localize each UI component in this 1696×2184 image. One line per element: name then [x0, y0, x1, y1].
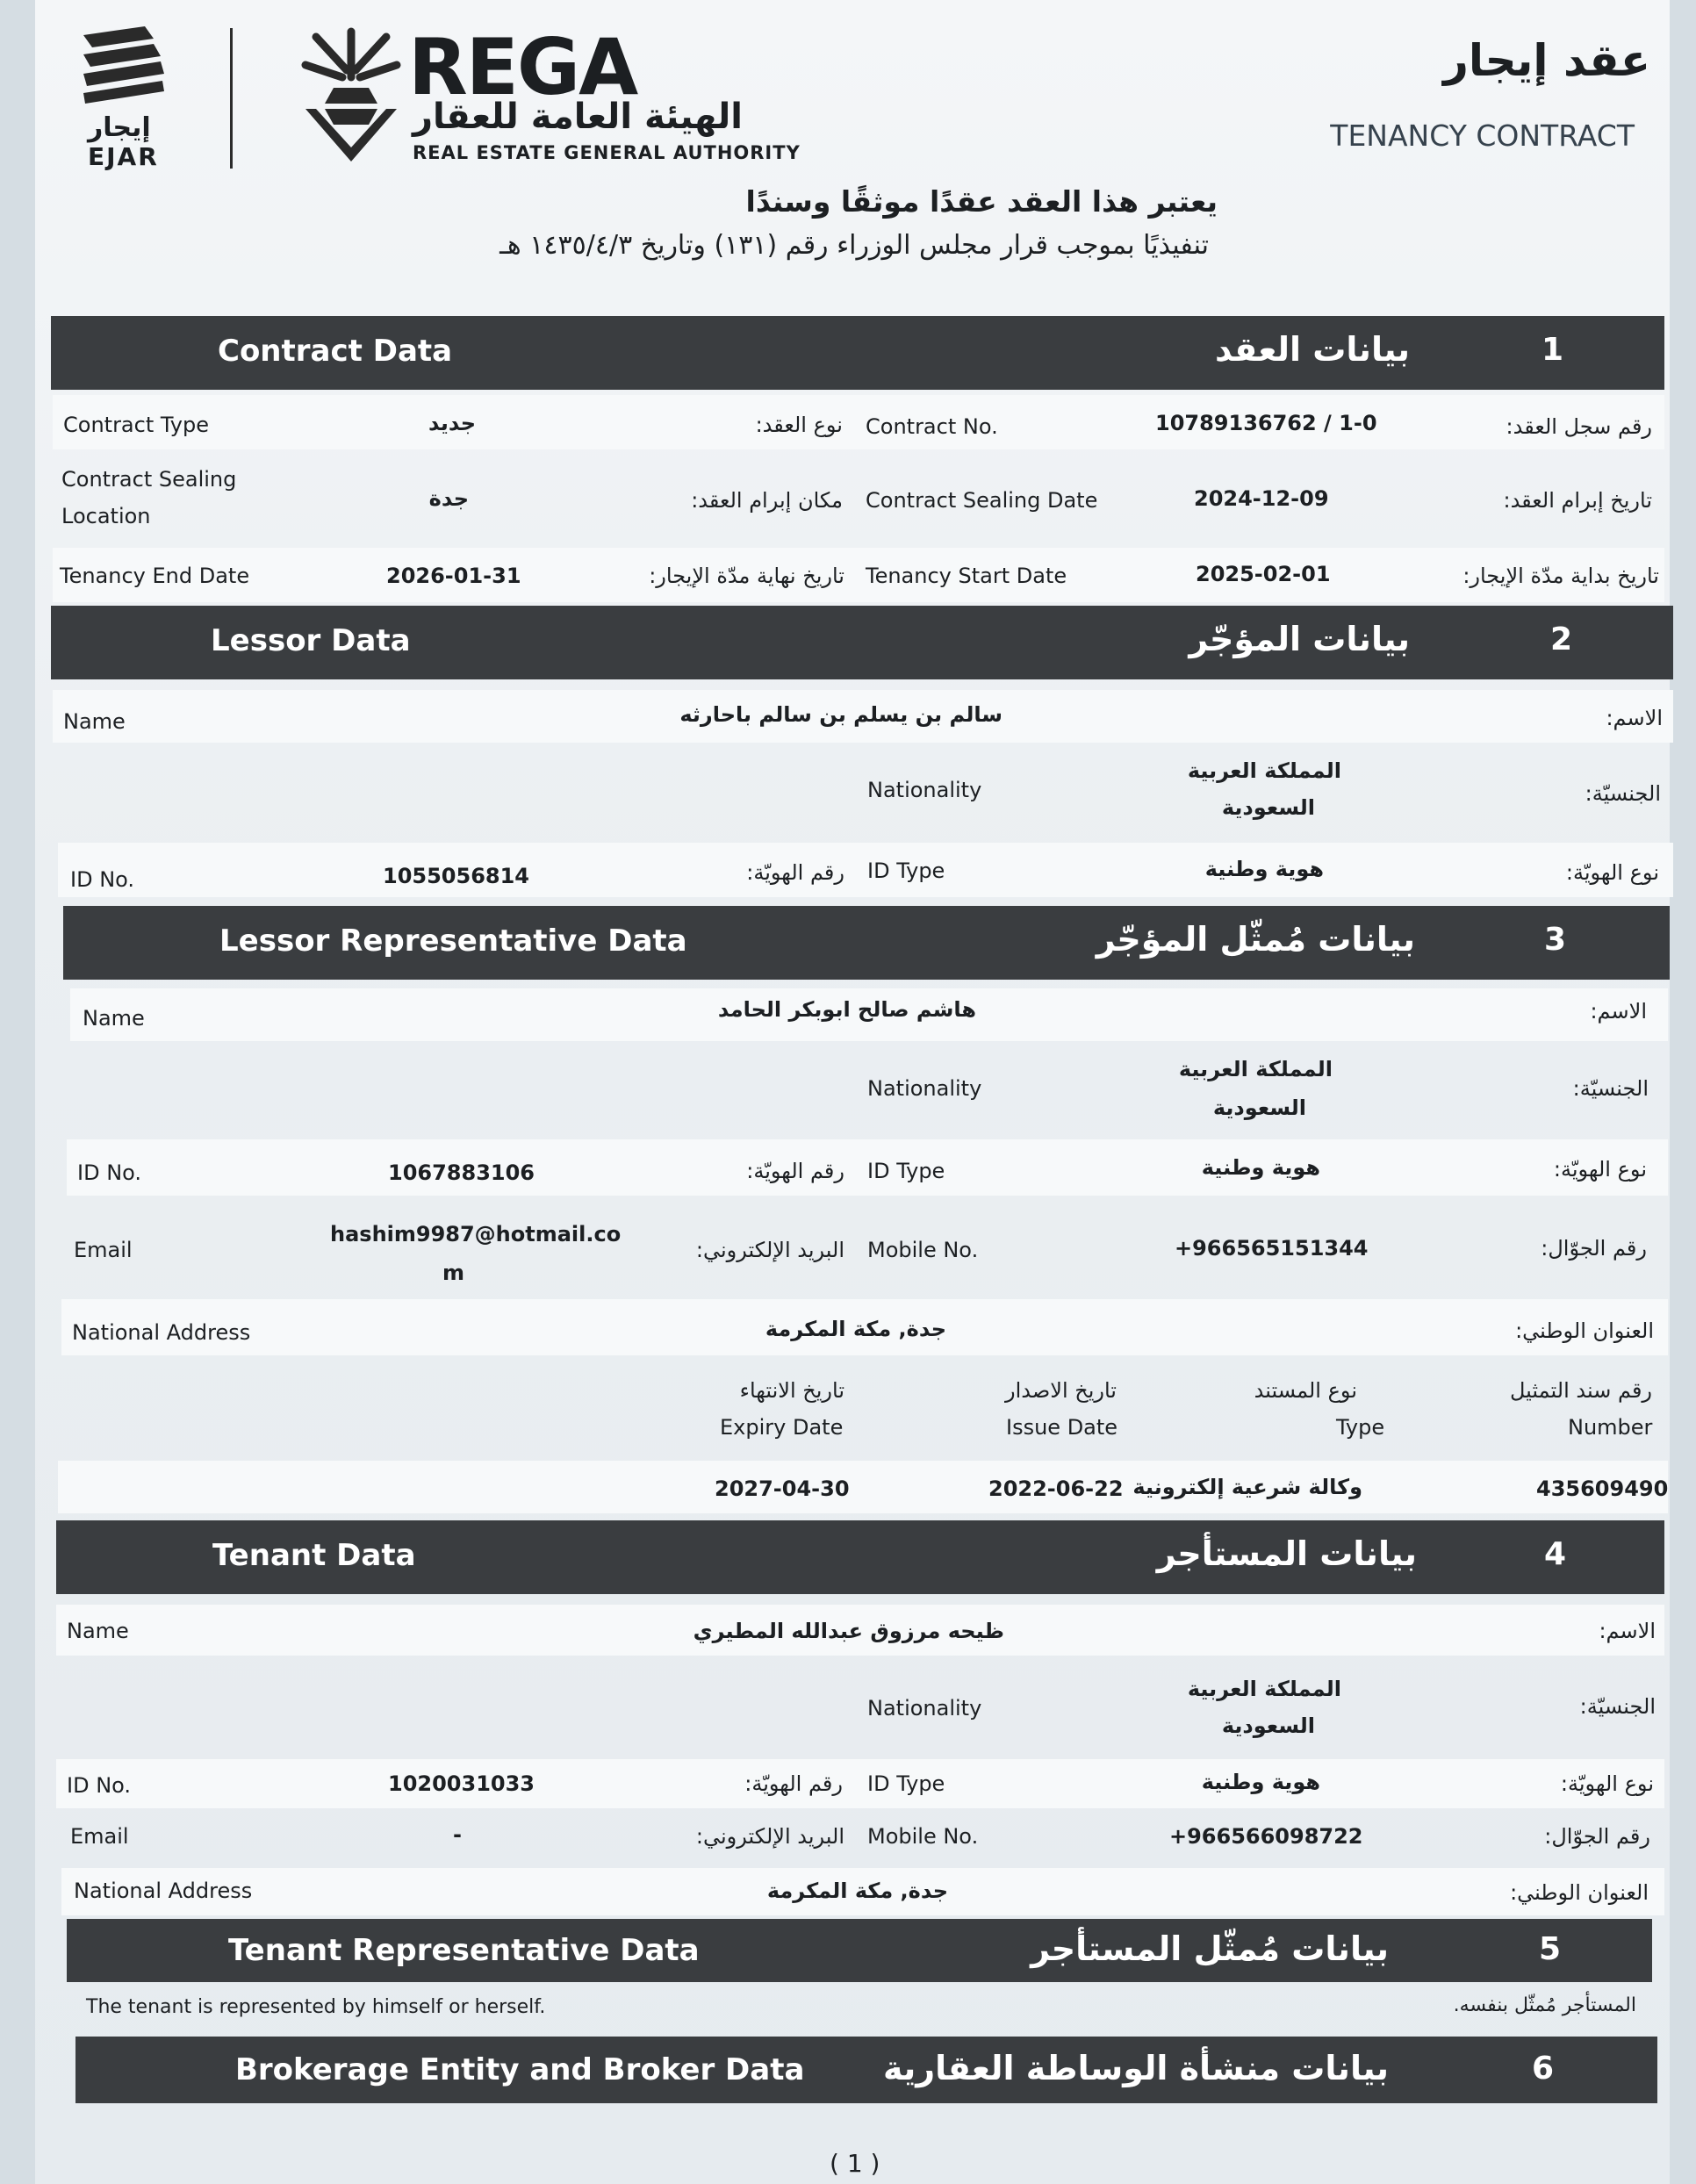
tenancy-end-label-en: Tenancy End Date	[60, 564, 250, 588]
tenant-name-value: ظيحه مرزوق عبدالله المطيري	[693, 1619, 1004, 1643]
doc-type-label-ar: نوع المستند	[1254, 1378, 1357, 1403]
rega-arabic-name: الهيئة العامة للعقار	[413, 97, 744, 137]
ejar-logo-icon	[83, 26, 167, 105]
section-number: 2	[1549, 621, 1572, 657]
lessor-idtype-label-en: ID Type	[867, 859, 945, 883]
section-title-en: Brokerage Entity and Broker Data	[235, 2052, 805, 2087]
tenant-idtype-value: هوية وطنية	[1201, 1770, 1320, 1794]
sealing-date-label-en: Contract Sealing Date	[866, 488, 1098, 513]
doc-type-value: وكالة شرعية إلكترونية	[1132, 1475, 1362, 1499]
tenancy-end-value: 2026-01-31	[386, 564, 521, 588]
section-number: 6	[1531, 2051, 1554, 2087]
tenancy-end-label-ar: تاريخ نهاية مدّة الإيجار:	[649, 564, 844, 588]
tenant-rep-note-ar: المستأجر مُمثّل بنفسه.	[1453, 1994, 1636, 2016]
rega-title: REGA	[408, 22, 637, 112]
sealing-location-value: جدة	[428, 486, 469, 511]
section-title-en: Lessor Representative Data	[219, 923, 687, 959]
tenant-rep-note-en: The tenant is represented by himself or herself.	[86, 1996, 546, 2018]
tenant-idtype-label-ar: نوع الهويّة:	[1560, 1771, 1654, 1796]
lessor-name-label-en: Name	[63, 709, 126, 734]
rep-address-label-en: National Address	[72, 1320, 251, 1345]
rep-name-value: هاشم صالح ابوبكر الحامد	[717, 997, 976, 1022]
tenant-name-label-en: Name	[67, 1619, 129, 1643]
page-number: ( 1 )	[830, 2149, 880, 2178]
section-1-header	[51, 316, 1664, 390]
lessor-nationality-value-1: المملكة العربية	[1187, 758, 1341, 783]
ejar-arabic-name: إيجار	[88, 112, 151, 143]
contract-no-label-ar: رقم سجل العقد:	[1506, 414, 1652, 439]
tenant-address-value: جدة, مكة المكرمة	[766, 1879, 948, 1903]
tenant-nationality-label-ar: الجنسيّة:	[1579, 1694, 1656, 1719]
section-3-header	[63, 906, 1670, 980]
rep-mobile-label-en: Mobile No.	[867, 1238, 979, 1262]
lessor-name-value: سالم بن يسلم بن سالم باحارثه	[679, 702, 1003, 727]
contract-type-value: جديد	[428, 411, 476, 435]
tenant-email-label-en: Email	[70, 1824, 129, 1849]
row-band	[53, 395, 1664, 449]
section-title-en: Tenant Representative Data	[228, 1933, 700, 1968]
tenant-id-value: 1020031033	[388, 1771, 535, 1796]
tenant-nationality-value-2: السعودية	[1221, 1713, 1315, 1738]
lessor-nationality-label-ar: الجنسيّة:	[1585, 781, 1661, 806]
expiry-date-value: 2027-04-30	[715, 1476, 850, 1501]
tenant-email-value: -	[453, 1822, 462, 1847]
rep-email-value-1: hashim9987@hotmail.co	[330, 1222, 622, 1246]
section-title-ar: بيانات العقد	[1214, 330, 1410, 369]
lessor-id-label-en: ID No.	[70, 867, 135, 892]
rega-english-name: REAL ESTATE GENERAL AUTHORITY	[413, 142, 801, 163]
doc-number-label-en: Number	[1568, 1415, 1653, 1440]
row-band	[58, 843, 1673, 897]
rep-id-value: 1067883106	[388, 1160, 535, 1185]
doc-number-value: 435609490	[1536, 1476, 1669, 1501]
tenant-address-label-en: National Address	[74, 1879, 253, 1903]
rep-nationality-value-1: المملكة العربية	[1178, 1057, 1333, 1081]
rep-name-label-ar: الاسم:	[1590, 999, 1647, 1024]
row-band	[58, 1461, 1668, 1513]
rep-idtype-label-ar: نوع الهويّة:	[1553, 1157, 1647, 1182]
rep-mobile-value: +966565151344	[1175, 1236, 1369, 1261]
tenant-email-label-ar: البريد الإلكتروني:	[695, 1824, 844, 1849]
sealing-date-label-ar: تاريخ إبرام العقد:	[1503, 488, 1652, 513]
expiry-date-label-en: Expiry Date	[720, 1415, 844, 1440]
section-6-header	[75, 2037, 1657, 2103]
section-number: 4	[1543, 1536, 1566, 1572]
section-number: 3	[1543, 922, 1566, 958]
issue-date-label-ar: تاريخ الاصدار	[1005, 1378, 1117, 1403]
tenant-id-label-ar: رقم الهويّة:	[744, 1771, 843, 1796]
expiry-date-label-ar: تاريخ الانتهاء	[739, 1378, 844, 1403]
intro-line-1: يعتبر هذا العقد عقدًا موثقًا وسندًا	[745, 184, 1218, 219]
rega-logo-icon	[298, 25, 404, 165]
rep-name-label-en: Name	[83, 1006, 145, 1031]
doc-type-label-en: Type	[1336, 1415, 1385, 1440]
intro-line-2: تنفيذيًا بموجب قرار مجلس الوزراء رقم (١٣١) وتاريخ ١٤٣٥/٤/٣ هـ	[499, 230, 1209, 261]
tenant-id-label-en: ID No.	[67, 1773, 132, 1798]
issue-date-label-en: Issue Date	[1006, 1415, 1118, 1440]
lessor-name-label-ar: الاسم:	[1606, 706, 1663, 730]
tenancy-start-label-ar: تاريخ بداية مدّة الإيجار:	[1462, 564, 1659, 588]
tenant-name-label-ar: الاسم:	[1599, 1619, 1656, 1643]
tenant-mobile-value: +966566098722	[1169, 1824, 1363, 1849]
contract-type-label-en: Contract Type	[63, 413, 209, 437]
contract-no-label-en: Contract No.	[866, 414, 998, 439]
rep-address-value: جدة, مكة المكرمة	[765, 1317, 946, 1341]
section-title-en: Lessor Data	[211, 623, 411, 658]
section-2-header	[51, 606, 1673, 679]
rep-email-label-en: Email	[74, 1238, 133, 1262]
rep-nationality-label-en: Nationality	[867, 1076, 982, 1101]
rep-mobile-label-ar: رقم الجوّال:	[1541, 1236, 1647, 1261]
tenancy-start-label-en: Tenancy Start Date	[866, 564, 1067, 588]
contract-no-value: 10789136762 / 1-0	[1155, 411, 1377, 435]
contract-type-label-ar: نوع العقد:	[755, 413, 843, 437]
tenant-address-label-ar: العنوان الوطني:	[1510, 1880, 1649, 1905]
logo-divider	[230, 28, 233, 169]
doc-number-label-ar: رقم سند التمثيل	[1510, 1378, 1652, 1403]
rep-email-value-2: m	[442, 1261, 465, 1285]
tenant-nationality-value-1: المملكة العربية	[1187, 1677, 1341, 1701]
tenant-nationality-label-en: Nationality	[867, 1696, 982, 1721]
tenancy-start-value: 2025-02-01	[1196, 562, 1331, 586]
lessor-id-label-ar: رقم الهويّة:	[746, 860, 844, 885]
section-4-header	[56, 1520, 1664, 1594]
section-5-header	[67, 1919, 1652, 1982]
lessor-nationality-value-2: السعودية	[1221, 795, 1315, 820]
section-title-ar: بيانات المستأجر	[1156, 1534, 1417, 1573]
sealing-date-value: 2024-12-09	[1194, 486, 1329, 511]
ejar-english-name: EJAR	[88, 142, 159, 171]
rep-id-label-en: ID No.	[77, 1160, 142, 1185]
lessor-idtype-value: هوية وطنية	[1204, 857, 1324, 881]
rep-email-label-ar: البريد الإلكتروني:	[695, 1238, 844, 1262]
row-band	[56, 1759, 1664, 1808]
lessor-idtype-label-ar: نوع الهويّة:	[1565, 860, 1659, 885]
rep-idtype-label-en: ID Type	[867, 1159, 945, 1183]
rep-nationality-value-2: السعودية	[1212, 1096, 1306, 1120]
rep-nationality-label-ar: الجنسيّة:	[1572, 1076, 1649, 1101]
rep-idtype-value: هوية وطنية	[1201, 1155, 1320, 1180]
sealing-location-label-en-1: Contract Sealing	[61, 467, 237, 492]
tenant-idtype-label-en: ID Type	[867, 1771, 945, 1796]
document-title-arabic: عقد إيجار	[1443, 35, 1650, 86]
section-number: 5	[1538, 1931, 1561, 1967]
section-title-ar: بيانات مُمثّل المستأجر	[1031, 1929, 1389, 1968]
tenant-mobile-label-en: Mobile No.	[867, 1824, 979, 1849]
lessor-id-value: 1055056814	[383, 864, 529, 888]
sealing-location-label-ar: مكان إبرام العقد:	[691, 488, 843, 513]
sealing-location-label-en-2: Location	[61, 504, 151, 528]
section-title-ar: بيانات مُمثّل المؤجّر	[1096, 920, 1415, 959]
section-title-en: Contract Data	[218, 334, 453, 369]
section-title-ar: بيانات المؤجّر	[1189, 620, 1410, 658]
lessor-nationality-label-en: Nationality	[867, 778, 982, 802]
rep-id-label-ar: رقم الهويّة:	[746, 1159, 844, 1183]
rep-address-label-ar: العنوان الوطني:	[1515, 1318, 1654, 1343]
issue-date-value: 2022-06-22	[988, 1476, 1124, 1501]
section-number: 1	[1541, 332, 1563, 368]
section-title-en: Tenant Data	[212, 1538, 416, 1573]
row-band	[53, 548, 1664, 602]
section-title-ar: بيانات منشأة الوساطة العقارية	[882, 2049, 1389, 2087]
document-title-english: TENANCY CONTRACT	[1330, 119, 1635, 153]
tenant-mobile-label-ar: رقم الجوّال:	[1544, 1824, 1650, 1849]
